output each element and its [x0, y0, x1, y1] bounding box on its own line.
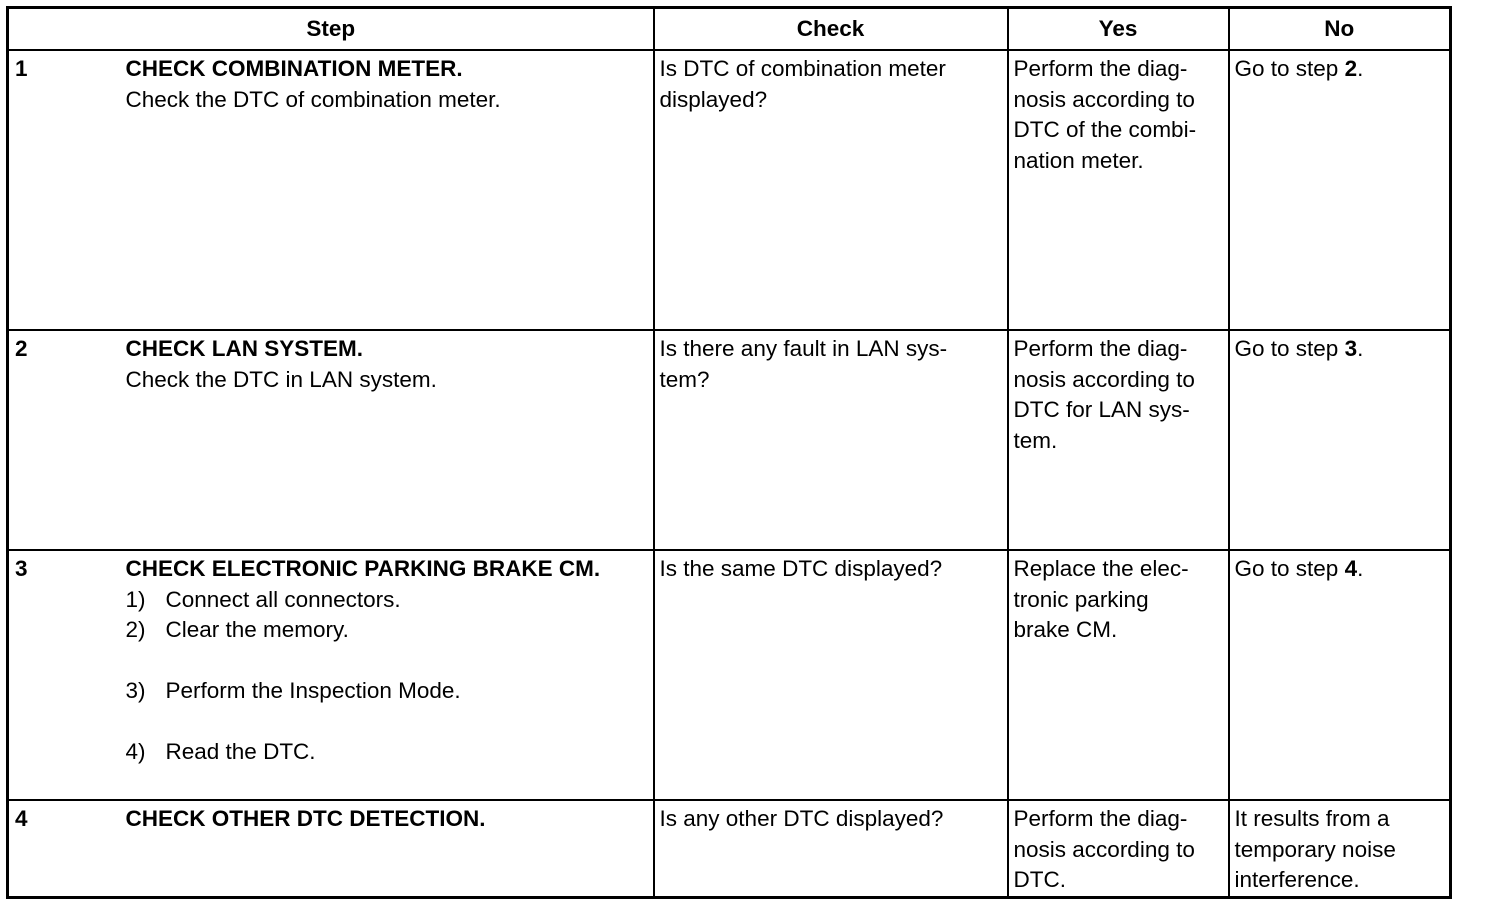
no-cell [1229, 330, 1451, 550]
substep-number: 2) [125, 617, 146, 642]
step-number-cell [8, 550, 126, 800]
step-number: 4 [15, 806, 28, 831]
yes-cell [1008, 550, 1229, 800]
step-description: Check the DTC of combination meter. [125, 86, 501, 112]
no-prefix: Go to step [1234, 336, 1345, 361]
substep-text: Perform the Inspection Mode. [165, 678, 461, 703]
check-cell [654, 550, 1008, 800]
step-number-cell [8, 50, 126, 330]
step-cell [126, 800, 654, 897]
header-check: Check [654, 8, 1008, 51]
table-row [8, 800, 1451, 897]
yes-text: Perform the diag- nosis according to DTC. [1013, 806, 1195, 892]
no-text [1230, 551, 1450, 585]
yes-cell [1008, 50, 1229, 330]
substep-list [126, 585, 649, 768]
step-number: 2 [15, 336, 28, 361]
step-cell [126, 550, 654, 800]
check-text: Is DTC of combination meter displayed? [659, 56, 946, 112]
go-to-step-link[interactable]: 3 [1344, 336, 1358, 361]
yes-text: Replace the elec- tronic parking brake CM. [1013, 556, 1189, 642]
diagnostic-procedure-table [6, 6, 1452, 899]
no-text [1230, 331, 1450, 365]
list-item [126, 737, 649, 768]
step-cell [126, 330, 654, 550]
check-cell [654, 800, 1008, 897]
step-number-cell [8, 800, 126, 897]
no-cell [1229, 550, 1451, 800]
table-row [8, 550, 1451, 800]
list-item [126, 585, 649, 616]
step-title: CHECK OTHER DTC DETECTION. [125, 806, 486, 831]
spacer [126, 707, 649, 738]
substep-text: Read the DTC. [165, 739, 316, 764]
step-title: CHECK LAN SYSTEM. [125, 336, 364, 361]
check-cell [654, 50, 1008, 330]
table-row [8, 50, 1451, 330]
header-step: Step [8, 8, 654, 51]
substep-text: Connect all connectors. [165, 586, 401, 612]
yes-cell [1008, 800, 1229, 897]
no-prefix: Go to step [1234, 56, 1345, 81]
no-cell [1229, 800, 1451, 897]
step-title: CHECK ELECTRONIC PARKING BRAKE CM. [125, 556, 601, 581]
no-suffix: . [1357, 556, 1364, 581]
step-number: 3 [15, 556, 28, 581]
check-text: Is the same DTC displayed? [659, 556, 943, 581]
substep-number: 4) [125, 739, 146, 764]
check-cell [654, 330, 1008, 550]
substep-text: Clear the memory. [165, 617, 349, 642]
check-text: Is there any fault in LAN sys- tem? [659, 336, 948, 392]
check-text: Is any other DTC displayed? [659, 806, 944, 831]
no-cell [1229, 50, 1451, 330]
no-prefix: Go to step [1234, 556, 1345, 581]
table-row [8, 330, 1451, 550]
spacer [126, 646, 649, 677]
no-text: It results from a temporary noise interference. [1234, 806, 1396, 892]
header-no: No [1229, 8, 1451, 51]
step-number-cell [8, 330, 126, 550]
no-text [1230, 51, 1450, 85]
no-suffix: . [1357, 336, 1364, 361]
yes-text: Perform the diag- nosis according to DTC of the combi- nation meter. [1013, 56, 1197, 173]
go-to-step-link[interactable]: 4 [1344, 556, 1358, 581]
step-cell [126, 50, 654, 330]
substep-number: 3) [125, 678, 146, 703]
yes-cell [1008, 330, 1229, 550]
header-yes: Yes [1008, 8, 1229, 51]
list-item [126, 615, 649, 646]
yes-text: Perform the diag- nosis according to DTC for LAN sys- tem. [1013, 336, 1195, 453]
step-title: CHECK COMBINATION METER. [125, 56, 463, 81]
step-number: 1 [15, 56, 28, 81]
substep-number: 1) [125, 586, 146, 612]
no-suffix: . [1357, 56, 1364, 81]
go-to-step-link[interactable]: 2 [1344, 56, 1358, 81]
step-description: Check the DTC in LAN system. [125, 366, 437, 392]
list-item [126, 676, 649, 707]
table-header-row [8, 8, 1451, 51]
